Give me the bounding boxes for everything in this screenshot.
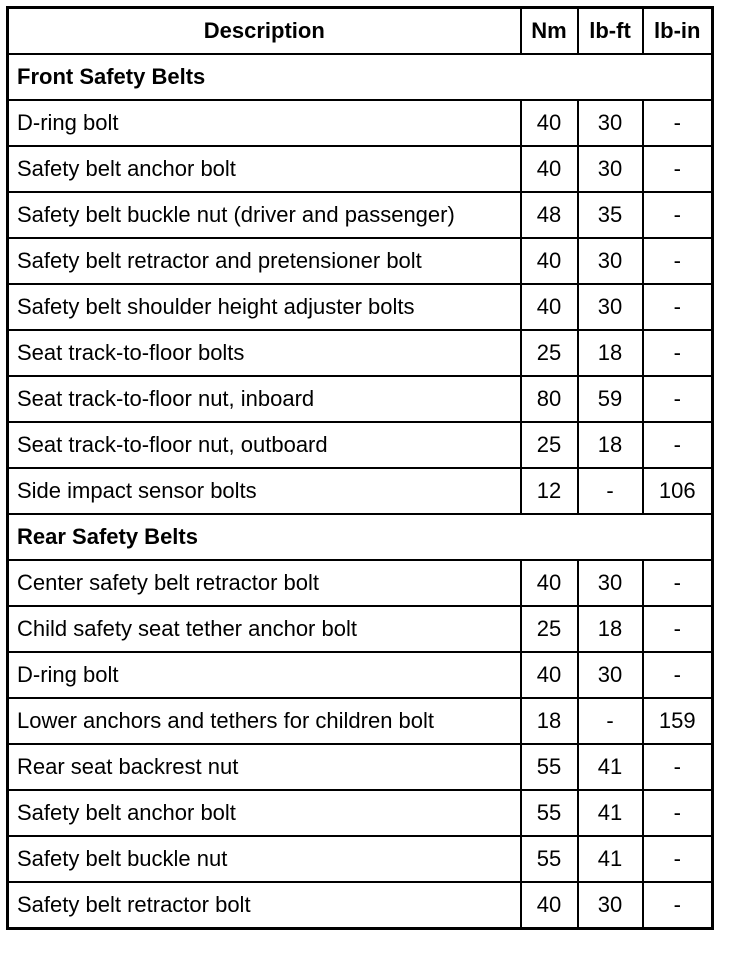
cell-description: Safety belt anchor bolt xyxy=(8,790,521,836)
cell-nm: 40 xyxy=(521,100,578,146)
cell-description: D-ring bolt xyxy=(8,100,521,146)
table-row xyxy=(8,238,713,284)
cell-lb-ft: 41 xyxy=(578,744,643,790)
header-lb-ft: lb-ft xyxy=(578,8,643,55)
section-row xyxy=(8,54,713,100)
cell-description: D-ring bolt xyxy=(8,652,521,698)
cell-description: Seat track-to-floor nut, inboard xyxy=(8,376,521,422)
section-title: Front Safety Belts xyxy=(8,54,713,100)
section-title: Rear Safety Belts xyxy=(8,514,713,560)
cell-nm: 55 xyxy=(521,744,578,790)
cell-lb-ft: 18 xyxy=(578,330,643,376)
cell-lb-in: - xyxy=(643,100,713,146)
table-row xyxy=(8,606,713,652)
cell-description: Seat track-to-floor bolts xyxy=(8,330,521,376)
table-body xyxy=(8,54,713,929)
cell-lb-ft: 41 xyxy=(578,836,643,882)
cell-description: Safety belt buckle nut xyxy=(8,836,521,882)
cell-nm: 25 xyxy=(521,606,578,652)
cell-description: Lower anchors and tethers for children bolt xyxy=(8,698,521,744)
table-row xyxy=(8,422,713,468)
cell-description: Center safety belt retractor bolt xyxy=(8,560,521,606)
cell-lb-ft: 18 xyxy=(578,606,643,652)
cell-lb-in: - xyxy=(643,146,713,192)
cell-lb-ft: 18 xyxy=(578,422,643,468)
table-row xyxy=(8,652,713,698)
table-row xyxy=(8,882,713,929)
table-row xyxy=(8,146,713,192)
cell-lb-in: - xyxy=(643,606,713,652)
cell-nm: 25 xyxy=(521,330,578,376)
cell-lb-ft: 30 xyxy=(578,146,643,192)
cell-lb-in: - xyxy=(643,330,713,376)
table-row xyxy=(8,284,713,330)
cell-lb-in: - xyxy=(643,836,713,882)
cell-lb-in: - xyxy=(643,744,713,790)
cell-nm: 25 xyxy=(521,422,578,468)
cell-description: Safety belt retractor bolt xyxy=(8,882,521,929)
header-lb-in: lb-in xyxy=(643,8,713,55)
cell-lb-ft: 30 xyxy=(578,882,643,929)
cell-lb-ft: 30 xyxy=(578,238,643,284)
cell-nm: 40 xyxy=(521,560,578,606)
cell-lb-ft: 59 xyxy=(578,376,643,422)
cell-description: Side impact sensor bolts xyxy=(8,468,521,514)
cell-lb-in: 159 xyxy=(643,698,713,744)
cell-nm: 18 xyxy=(521,698,578,744)
table-row xyxy=(8,192,713,238)
table-row xyxy=(8,330,713,376)
cell-lb-in: - xyxy=(643,652,713,698)
cell-lb-in: - xyxy=(643,882,713,929)
table-row xyxy=(8,836,713,882)
cell-nm: 40 xyxy=(521,652,578,698)
cell-nm: 48 xyxy=(521,192,578,238)
cell-lb-in: - xyxy=(643,422,713,468)
cell-lb-in: - xyxy=(643,238,713,284)
cell-lb-in: 106 xyxy=(643,468,713,514)
table-row xyxy=(8,376,713,422)
cell-nm: 55 xyxy=(521,790,578,836)
cell-lb-ft: 35 xyxy=(578,192,643,238)
header-description: Description xyxy=(8,8,521,55)
cell-description: Seat track-to-floor nut, outboard xyxy=(8,422,521,468)
cell-nm: 40 xyxy=(521,284,578,330)
cell-description: Child safety seat tether anchor bolt xyxy=(8,606,521,652)
cell-description: Safety belt shoulder height adjuster bolts xyxy=(8,284,521,330)
header-nm: Nm xyxy=(521,8,578,55)
cell-lb-in: - xyxy=(643,284,713,330)
cell-nm: 40 xyxy=(521,882,578,929)
cell-lb-in: - xyxy=(643,560,713,606)
cell-description: Rear seat backrest nut xyxy=(8,744,521,790)
table-row xyxy=(8,698,713,744)
cell-lb-ft: 30 xyxy=(578,100,643,146)
cell-lb-ft: 30 xyxy=(578,560,643,606)
header-row xyxy=(8,8,713,55)
cell-lb-ft: - xyxy=(578,698,643,744)
cell-lb-in: - xyxy=(643,376,713,422)
cell-lb-in: - xyxy=(643,192,713,238)
table-row xyxy=(8,560,713,606)
cell-nm: 40 xyxy=(521,146,578,192)
cell-description: Safety belt retractor and pretensioner bolt xyxy=(8,238,521,284)
cell-lb-ft: - xyxy=(578,468,643,514)
torque-spec-table xyxy=(6,6,714,930)
cell-nm: 40 xyxy=(521,238,578,284)
cell-lb-ft: 41 xyxy=(578,790,643,836)
cell-nm: 80 xyxy=(521,376,578,422)
cell-lb-ft: 30 xyxy=(578,652,643,698)
cell-description: Safety belt buckle nut (driver and passenger) xyxy=(8,192,521,238)
cell-description: Safety belt anchor bolt xyxy=(8,146,521,192)
table-row xyxy=(8,744,713,790)
section-row xyxy=(8,514,713,560)
cell-nm: 12 xyxy=(521,468,578,514)
table-row xyxy=(8,468,713,514)
cell-lb-ft: 30 xyxy=(578,284,643,330)
cell-nm: 55 xyxy=(521,836,578,882)
table-row xyxy=(8,790,713,836)
table-row xyxy=(8,100,713,146)
cell-lb-in: - xyxy=(643,790,713,836)
